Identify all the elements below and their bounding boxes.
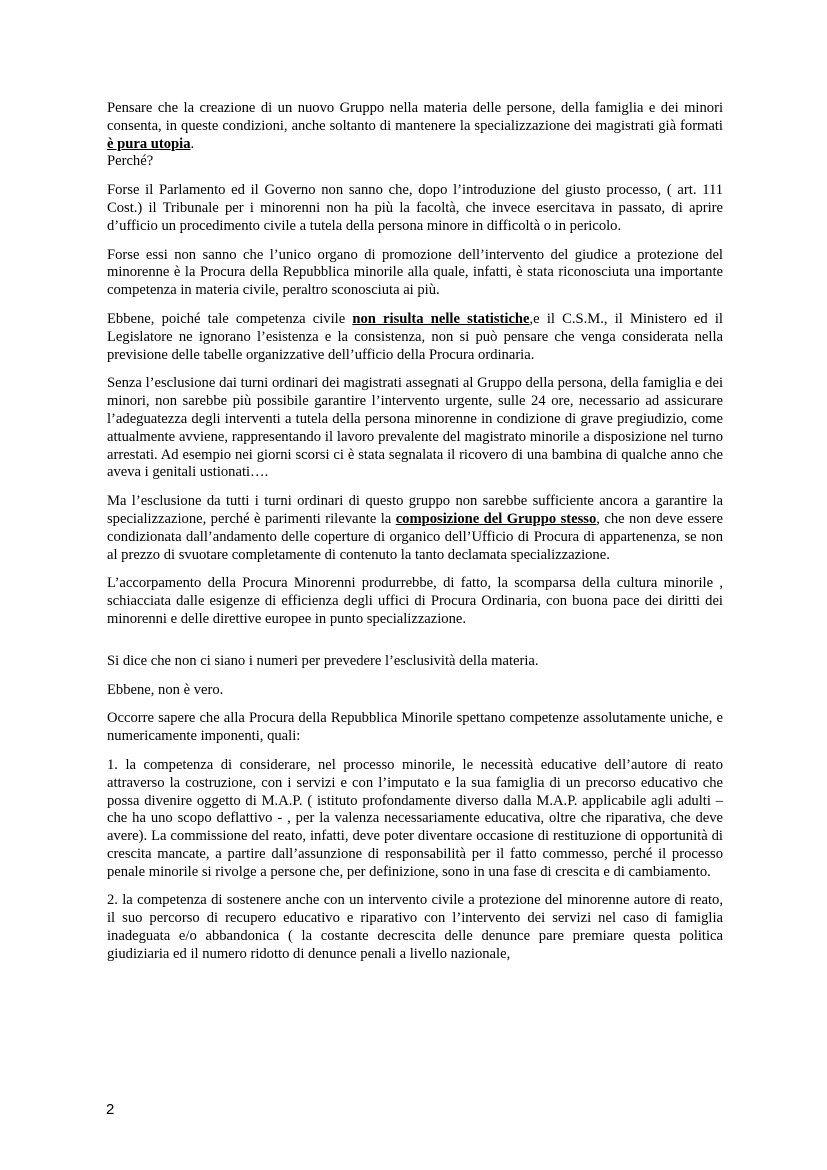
paragraph: Forse il Parlamento ed il Governo non sanno che, dopo l’introduzione del giusto processo, ( art. 111 Cost.) il Tribunale per i minorenni non ha più la facoltà, che invece esercitava in passato, di aprire d’ufficio un procedimento civile a tutela della persona minore in difficoltà o in pericolo. [107, 182, 723, 234]
paragraph: Perché? [107, 153, 154, 170]
paragraph: Senza l’esclusione dai turni ordinari dei magistrati assegnati al Gruppo della persona, della famiglia e dei minori, non sarebbe più possibile garantire l’intervento urgente, sulle 24 ore, necessario ad assicurare l’adeguatezza degli interventi a tutela della persona minorenne in condizione di grave pregiudizio, come attualmente avviene, rappresentando il lavoro prevalente del magistrato minorile a disposizione nel turno arrestati. Ad esempio nei giorni scorsi ci è stata segnalata il ricovero di una bambina di qualche anno che aveva i genitali ustionati…. [107, 375, 723, 481]
paragraph: Forse essi non sanno che l’unico organo di promozione dell’intervento del giudice a protezione del minorenne è la Procura della Repubblica minorile alla quale, infatti, è stata riconosciuta una importante competenza in materia civile, peraltro sconosciuta ai più. [107, 246, 723, 299]
paragraph: L’accorpamento della Procura Minorenni produrrebbe, di fatto, la scomparsa della cultura minorile , schiacciata dalle esigenze di efficienza degli uffici di Procura Ordinaria, con buona pace dei diritti dei minorenni e delle direttive europee in punto specializzazione. [107, 575, 723, 627]
paragraph: Occorre sapere che alla Procura della Repubblica Minorile spettano competenze assolutamente uniche, e numericamente imponenti, quali: [107, 710, 723, 745]
underlined-emphasis: è pura utopia [107, 135, 191, 152]
underlined-emphasis: non risulta nelle statistiche [352, 310, 530, 327]
underlined-emphasis: composizione del Gruppo stesso [395, 510, 597, 527]
paragraph: Ebbene, non è vero. [107, 681, 224, 698]
paragraph: Ebbene, poiché tale competenza civile non risulta nelle statistiche,e il C.S.M., il Ministero ed il Legislatore ne ignorano l’esistenza e la consistenza, non si può pensare che venga considerata nella previsione delle tabelle organizzative dell’ufficio della Procura ordinaria. [107, 310, 723, 363]
list-item: 1. la competenza di considerare, nel processo minorile, le necessità educative dell’autore di reato attraverso la costruzione, con i servizi e con l’imputato e la sua famiglia di un precorso educativo che possa divenire oggetto di M.A.P. ( istituto profondamente diverso dalla M.A.P. applicabile agli adulti – che ha uno scopo deflattivo - , per la valenza necessariamente educativa, oltre che riparativa, che deve avere). La commissione del reato, infatti, deve poter diventare occasione di restituzione di opportunità di crescita mancate, a partire dall’assunzione di responsabilità per il fatto commesso, perché il processo penale minorile si rivolge a persone che, per definizione, sono in una fase di crescita e di cambiamento. [107, 756, 723, 880]
page-number: 2 [106, 1101, 115, 1118]
document-body [107, 100, 723, 975]
paragraph: Si dice che non ci siano i numeri per prevedere l’esclusività della materia. [107, 652, 539, 669]
list-item: 2. la competenza di sostenere anche con un intervento civile a protezione del minorenne autore di reato, il suo percorso di recupero educativo e riparativo con l’intervento dei servizi nel caso di famiglia inadeguata e/o abbandonica ( la costante decrescita delle denunce pare premiare questa politica giudiziaria ed il numero ridotto di denunce penali a livello nazionale, [107, 892, 723, 962]
paragraph: Pensare che la creazione di un nuovo Gruppo nella materia delle persone, della famiglia e dei minori consenta, in queste condizioni, anche soltanto di mantenere la specializzazione dei magistrati già formati è pura utopia. [107, 100, 723, 152]
paragraph: Ma l’esclusione da tutti i turni ordinari di questo gruppo non sarebbe sufficiente ancora a garantire la specializzazione, perché è parimenti rilevante la composizione del Gruppo stesso, che non deve essere condizionata dall’andamento delle coperture di organico dell’Ufficio di Procura di appartenenza, se non al prezzo di svuotare completamente di contenuto la tanto declamata specializzazione. [107, 493, 724, 563]
